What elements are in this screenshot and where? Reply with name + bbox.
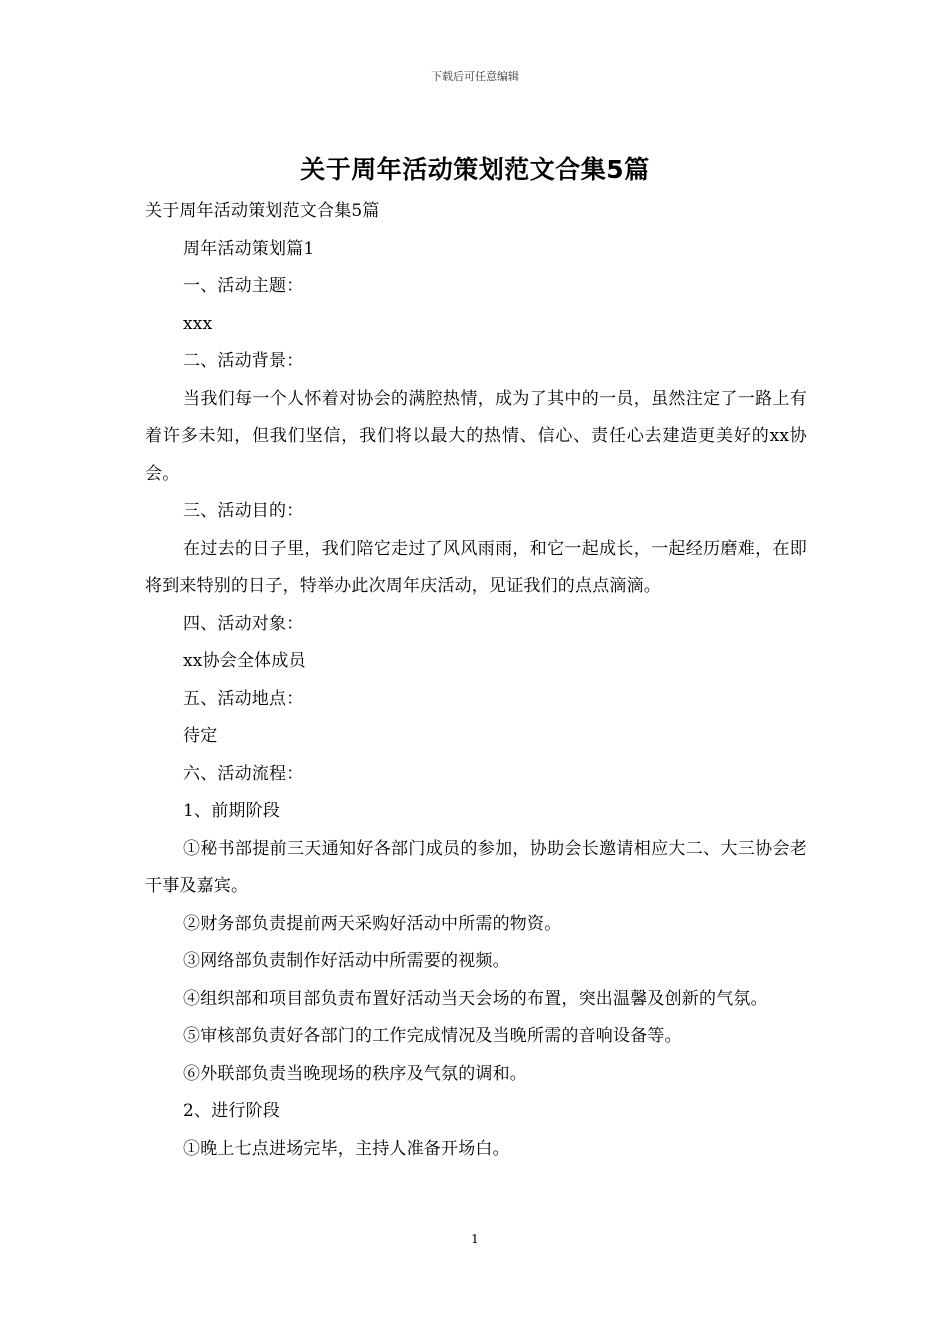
paragraph: xx协会全体成员 [183, 651, 306, 671]
paragraph: ②财务部负责提前两天采购好活动中所需的物资。 [183, 913, 562, 934]
paragraph: 1、前期阶段 [183, 801, 281, 821]
paragraph: 三、活动目的： [183, 501, 304, 521]
paragraph: 当我们每一个人怀着对协会的满腔热情，成为了其中的一员，虽然注定了一路上有着许多未知，但我们坚信，我们将以最大的热情、信心、责任心去建造更美好的xx协会。 [145, 388, 807, 484]
paragraph: ③网络部负责制作好活动中所需要的视频。 [183, 951, 510, 971]
paragraph: 周年活动策划篇1 [183, 238, 315, 259]
paragraph: 二、活动背景： [183, 351, 304, 371]
paragraph: ①晚上七点进场完毕，主持人准备开场白。 [183, 1138, 510, 1159]
paragraph: 一、活动主题： [183, 276, 304, 296]
paragraph: 关于周年活动策划范文合集5篇 [145, 201, 380, 221]
paragraph: ①秘书部提前三天通知好各部门成员的参加，协助会长邀请相应大二、大三协会老干事及嘉宾。 [145, 838, 807, 896]
page-number: 1 [471, 1232, 479, 1246]
page-header: 下载后可任意编辑 [431, 70, 519, 83]
paragraph: ④组织部和项目部负责布置好活动当天会场的布置，突出温馨及创新的气氛。 [183, 988, 768, 1009]
document-title: 关于周年活动策划范文合集5篇 [300, 155, 650, 184]
paragraph: 四、活动对象： [183, 613, 304, 634]
paragraph: ⑥外联部负责当晚现场的秩序及气氛的调和。 [183, 1063, 527, 1084]
paragraph: 待定 [183, 726, 218, 746]
paragraph: 在过去的日子里，我们陪它走过了风风雨雨，和它一起成长，一起经历磨难，在即将到来特别的日子，特举办此次周年庆活动，见证我们的点点滴滴。 [145, 538, 807, 596]
paragraph: 六、活动流程： [183, 763, 304, 784]
paragraph: xxx [183, 313, 213, 334]
document-body [145, 193, 807, 1168]
paragraph: ⑤审核部负责好各部门的工作完成情况及当晚所需的音响设备等。 [183, 1026, 682, 1046]
paragraph: 五、活动地点： [183, 688, 304, 709]
paragraph: 2、进行阶段 [183, 1101, 281, 1121]
